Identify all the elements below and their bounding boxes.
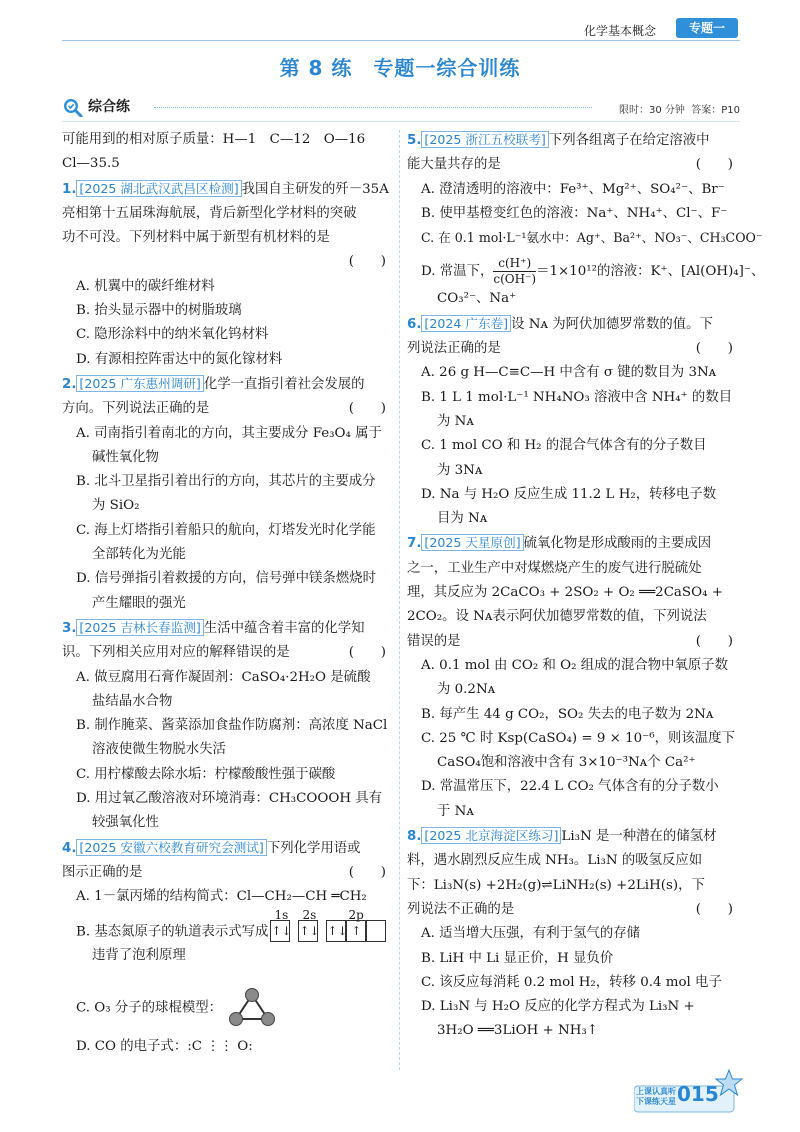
option-d [407,256,765,287]
answer-blank: ( ) [348,401,386,417]
question-number: 5. [407,133,422,148]
option-a: A. 1－氯丙烯的结构简式：Cl—CH₂—CH ═CH₂ [76,889,367,905]
intro-line: Cl—35.5 [62,156,120,172]
option-d: D. Na 与 H₂O 反应生成 11.2 L H₂，转移电子数 [421,486,717,502]
question-3 [62,616,394,836]
left-column [62,128,394,1059]
option-b [62,907,394,945]
topic-badge: 专题一 [676,18,738,38]
option-a: A. 适当增大压强，有利于氢气的存储 [421,926,641,942]
orbital-label-1s: 1s [274,907,289,922]
option-c-cont: CaSO₄饱和溶液中含有 3×10⁻³Nᴀ个 Ca²⁺ [437,755,696,771]
question-text: 功不可没。下列材料中属于新型有机材料的是 [62,230,330,246]
option-c: C. 25 ℃ 时 Ksp(CaSO₄) = 9 × 10⁻⁶，则该温度下 [421,730,735,746]
question-source: [2025 广东惠州调研] [76,375,203,392]
option-d-cont: 3H₂O ══3LiOH + NH₃↑ [437,1023,598,1039]
option-d-cont: CO₃²⁻、Na⁺ [437,291,517,307]
question-8 [407,824,741,1044]
option-b-cont: 为 Nᴀ [437,413,474,429]
option-c: C. 该反应每消耗 0.2 mol H₂，转移 0.4 mol 电子 [421,974,722,990]
question-6 [407,312,741,532]
question-1 [62,177,394,372]
option-a: A. 机翼中的碳纤维材料 [76,278,215,294]
question-source: [2025 浙江五校联考] [421,131,548,148]
section-rule [62,121,740,122]
intro-line: 可能用到的相对原子质量：H—1 C—12 O—16 [62,132,366,147]
option-d: D. 常温常压下，22.4 L CO₂ 气体含有的分子数小 [421,779,719,795]
option-b-cont: 溶液使微生物脱水失活 [92,742,226,758]
question-text: Li₃N 是一种潜在的储氢材 [561,829,717,845]
option-a: A. 26 g H—C≡C—H 中含有 σ 键的数目为 3Nᴀ [421,365,717,381]
question-text: 方向。下列说法正确的是 [62,401,210,417]
question-4 [62,836,394,1059]
option-a-cont: 碱性氧化物 [92,449,159,465]
right-column [407,128,765,1044]
question-text: 列说法正确的是 [407,341,501,357]
option-c: C. 海上灯塔指引着船只的航向，灯塔发光时化学能 [76,522,376,538]
answer-blank: ( ) [695,633,733,649]
question-text: 错误的是 [407,633,461,649]
option-b: B. 使甲基橙变红色的溶液：Na⁺、NH₄⁺、Cl⁻、F⁻ [421,205,728,221]
question-2 [62,372,394,616]
question-5 [407,128,765,312]
option-d-cont: 于 Nᴀ [437,803,474,819]
slogan-line: 上课认真听 [636,1087,676,1096]
option-a-cont: 为 0.2Nᴀ [437,682,496,698]
magnifier-check-icon [62,97,84,117]
question-text: 2CO₂。设 Nᴀ表示阿伏加德罗常数的值，下列说法 [407,609,707,625]
option-c: C. 用柠檬酸去除水垢：柠檬酸酸性强于碳酸 [76,766,336,782]
question-source: [2025 天星原创] [421,534,523,551]
question-text: 化学一直指引着社会发展的 [203,376,365,392]
question-text: 硫氧化物是形成酸雨的主要成因 [523,536,712,552]
question-text: 列说法不正确的是 [407,901,515,917]
orbital-label-2s: 2s [302,907,317,922]
question-number: 7. [407,536,422,552]
option-d-text: ＝1×10¹²的溶液：K⁺、[Al(OH)₄]⁻、 [536,264,765,280]
option-b: B. 制作腌菜、酱菜添加食盐作防腐剂：高浓度 NaCl [76,718,388,734]
orbital-box [366,920,386,942]
option-d-cont: 较强氧化性 [92,815,159,831]
ozone-ball-stick-model [226,987,278,1029]
option-b-cont: 违背了泡利原理 [92,948,186,964]
option-d: D. 信号弹指引着救援的方向，信号弹中镁条燃烧时 [76,571,376,587]
question-source: [2025 北京海淀区练习] [421,827,561,844]
fraction-numerator: c(H⁺) [493,256,536,272]
question-text: 之一，工业生产中对煤燃烧产生的废气进行脱硫处 [407,560,702,576]
question-7 [407,531,741,824]
section-dotted-line [154,107,592,108]
option-c-text: C. O₃ 分子的球棍模型： [76,1000,223,1016]
answer-blank: ( ) [348,864,386,880]
option-d: D. 用过氧乙酸溶液对环境消毒：CH₃COOOH 具有 [76,791,383,807]
question-text: 生活中蕴含着丰富的化学知 [203,620,365,636]
option-d: D. CO 的电子式：:C ⋮⋮ O: [76,1038,253,1054]
question-number: 3. [62,620,77,636]
question-number: 6. [407,316,422,332]
section-bar [62,97,740,117]
answer-blank: ( ) [695,157,733,173]
option-a-cont: 盐结晶水合物 [92,693,173,709]
option-a: A. 澄清透明的溶液中：Fe³⁺、Mg²⁺、SO₄²⁻、Br⁻ [421,181,725,197]
option-c [62,987,394,1029]
answer-blank: ( ) [695,901,733,917]
option-c-cont: 为 3Nᴀ [437,462,483,478]
option-b-cont: 为 SiO₂ [92,498,140,514]
fraction [493,256,536,287]
orbital-diagram [270,907,386,944]
orbital-box: ↑ [346,920,366,942]
question-source: [2025 安徽六校教育研究会测试] [76,839,266,856]
option-c: C. 在 0.1 mol·L⁻¹氨水中：Ag⁺、Ba²⁺、NO₃⁻、CH₃COO⁻ [421,230,763,246]
orbital-box: ↑↓ [270,920,290,942]
option-b: B. 每产生 44 g CO₂，SO₂ 失去的电子数为 2Nᴀ [421,706,714,722]
option-d-cont: 产生耀眼的强光 [92,595,186,611]
option-b: B. 1 L 1 mol·L⁻¹ NH₄NO₃ 溶液中含 NH₄⁺ 的数目 [421,389,733,405]
question-text: 料，遇水剧烈反应生成 NH₃。Li₃N 的吸氢反应如 [407,853,703,869]
option-d: D. 有源相控阵雷达中的氮化镓材料 [76,351,283,367]
answer-ref: 答案：P10 [691,105,740,116]
question-text: 识。下列相关应用对应的解释错误的是 [62,645,290,661]
intro-atomic-mass [62,128,394,177]
question-number: 2. [62,376,77,392]
orbital-label-2p: 2p [348,907,364,922]
slogan-line: 下课练天星 [636,1097,676,1106]
header-divider [62,40,740,41]
time-limit: 限时：30 分钟 [618,105,685,116]
option-b: B. 抬头显示器中的树脂玻璃 [76,303,242,319]
question-number: 8. [407,829,422,845]
answer-blank: ( ) [348,254,386,270]
header-subject: 化学基本概念 [584,24,657,38]
answer-blank: ( ) [695,341,733,357]
question-text: 我国自主研发的歼－35A [241,181,389,197]
question-text: 亮相第十五届珠海航展，背后新型化学材料的突破 [62,205,357,221]
question-text: 设 Nᴀ 为阿伏加德罗常数的值。下 [511,316,713,332]
option-c: C. 1 mol CO 和 H₂ 的混合气体含有的分子数目 [421,438,707,454]
orbital-box: ↑↓ [326,920,346,942]
option-a: A. 做豆腐用石膏作凝固剂：CaSO₄·2H₂O 是硫酸 [76,669,371,685]
question-source: [2024 广东卷] [421,315,511,332]
option-c: C. 隐形涂料中的纳米氧化钨材料 [76,327,269,343]
question-text: 图示正确的是 [62,864,143,880]
footer-slogan [636,1087,676,1107]
option-b: B. LiH 中 Li 显正价，H 显负价 [421,950,614,966]
page-title: 第 8 练 专题一综合训练 [279,56,521,80]
option-a: A. 司南指引着南北的方向，其主要成分 Fe₃O₄ 属于 [76,425,382,441]
star-mascot-icon [714,1068,744,1098]
question-source: [2025 吉林长春监测] [76,619,203,636]
option-d-cont: 目为 Nᴀ [437,511,488,527]
option-c-cont: 全部转化为光能 [92,547,186,563]
question-text: 理，其反应为 2CaCO₃ + 2SO₂ + O₂ ══2CaSO₄ + [407,585,723,601]
answer-blank: ( ) [348,645,386,661]
option-b: B. 北斗卫星指引着出行的方向，其芯片的主要成分 [76,474,376,490]
question-text: 下列化学用语或 [266,840,361,856]
question-text: 能大量共存的是 [407,157,501,173]
section-meta [619,101,740,116]
option-d: D. Li₃N 与 H₂O 反应的化学方程式为 Li₃N + [421,999,695,1015]
orbital-box: ↑↓ [298,920,318,942]
column-divider [399,130,400,1070]
question-source: [2025 湖北武汉武昌区检测] [76,180,241,197]
question-text: 下：Li₃N(s) +2H₂(g)⇌LiNH₂(s) +2LiH(s)，下 [407,877,705,893]
question-number: 1. [62,181,77,197]
option-b-text: B. 基态氮原子的轨道表示式写成 [76,924,269,940]
question-number: 4. [62,840,77,856]
section-label: 综合练 [88,99,130,115]
option-d-text: D. 常温下， [421,264,494,280]
page-number: 015 [677,1082,719,1106]
question-text: 下列各组离子在给定溶液中 [548,133,710,148]
option-a: A. 0.1 mol 由 CO₂ 和 O₂ 组成的混合物中氧原子数 [421,657,729,673]
fraction-denominator: c(OH⁻) [493,272,537,287]
